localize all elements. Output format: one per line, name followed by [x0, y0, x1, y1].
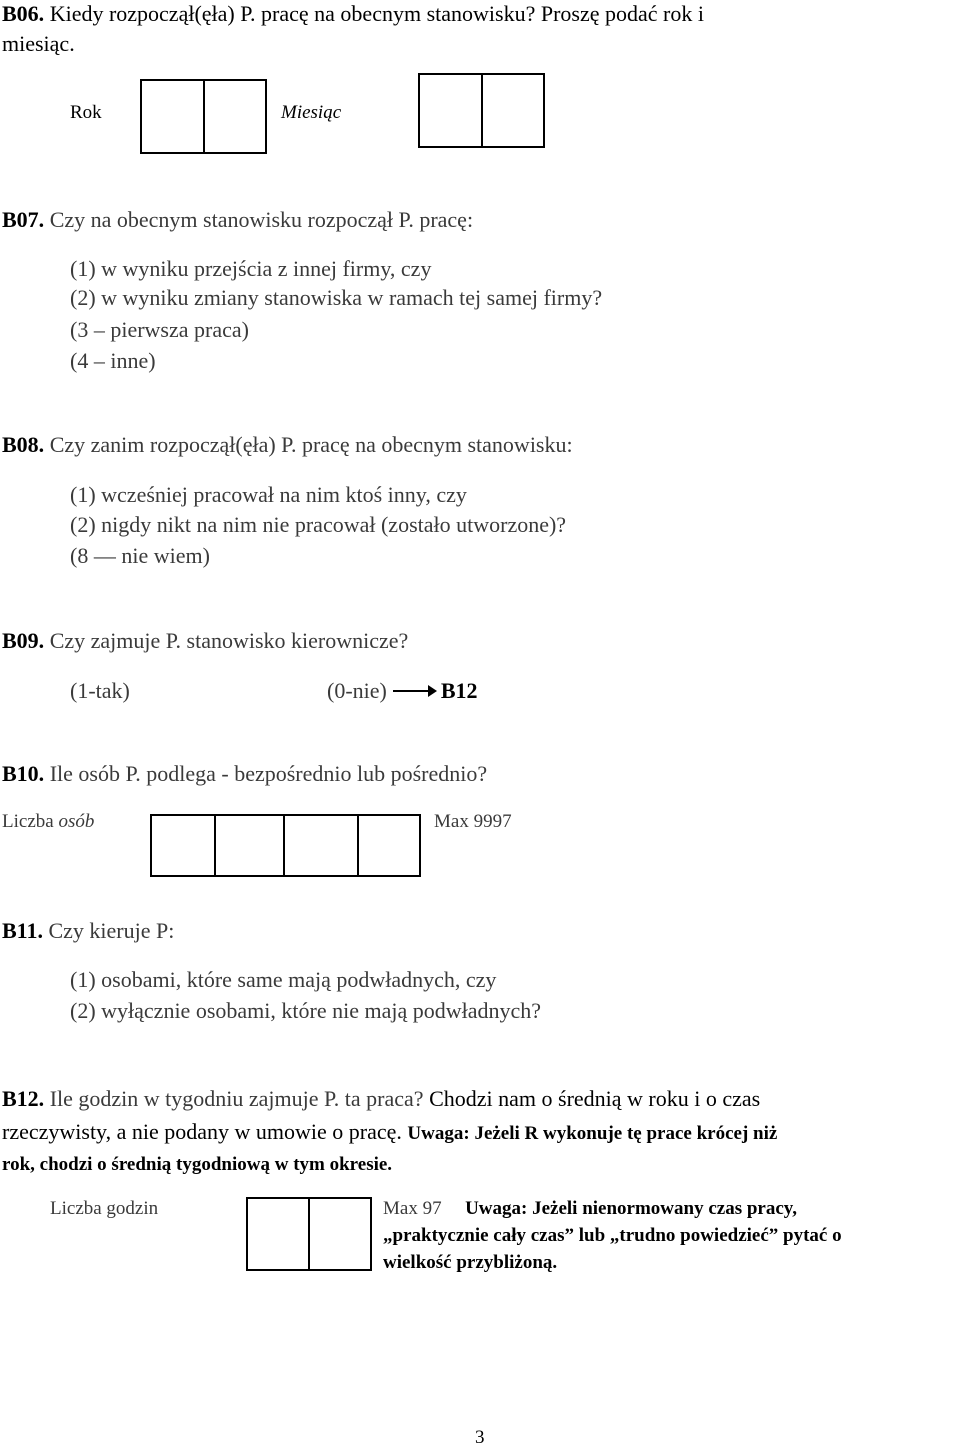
- b06-question-line1: [2, 0, 704, 28]
- b06-year-box[interactable]: [140, 79, 267, 154]
- b08-number: B08.: [2, 432, 45, 457]
- b06-year-digit[interactable]: [142, 81, 205, 152]
- b07-question: [2, 206, 473, 234]
- b07-option-4: (4 – inne): [70, 348, 156, 373]
- b06-month-box[interactable]: [418, 73, 545, 148]
- b07-text: Czy na obecnym stanowisku rozpoczął P. pracę:: [49, 207, 474, 232]
- b09-yes-option: (1-tak): [70, 678, 130, 703]
- b12-text1: Ile godzin w tygodniu zajmuje P. ta praca?: [49, 1086, 424, 1111]
- b12-note1: Uwaga: Jeżeli R wykonuje tę prace krócej niż: [407, 1123, 778, 1144]
- b08-text: Czy zanim rozpoczął(ęła) P. pracę na obecnym stanowisku:: [49, 432, 573, 457]
- page-number: 3: [475, 1427, 485, 1448]
- b06-number: B06.: [2, 1, 45, 26]
- b06-text2: miesiąc.: [2, 31, 75, 56]
- b12-question-line1: [2, 1085, 760, 1113]
- arrow-right-icon: [393, 690, 435, 692]
- b10-label: [2, 808, 94, 836]
- b11-number: B11.: [2, 918, 43, 943]
- b06-month-digit[interactable]: [420, 75, 483, 146]
- b12-uwaga3: wielkość przybliżoną.: [383, 1252, 558, 1273]
- b12-uwaga2: „praktycznie cały czas” lub „trudno powiedzieć” pytać o: [383, 1225, 842, 1246]
- b11-option-1: (1) osobami, które same mają podwładnych, czy: [70, 967, 497, 992]
- b07-option-2: (2) w wyniku zmiany stanowiska w ramach tej samej firmy?: [70, 285, 603, 310]
- b12-hours-digit[interactable]: [310, 1199, 370, 1269]
- b10-count-box[interactable]: [150, 814, 421, 877]
- b10-question: [2, 760, 487, 788]
- b08-option-1: (1) wcześniej pracował na nim ktoś inny, czy: [70, 482, 467, 507]
- b10-count-digit[interactable]: [285, 816, 359, 875]
- b12-text1b: Chodzi nam o średnią w roku i o czas: [429, 1086, 761, 1111]
- b10-label-liczba: Liczba: [2, 811, 54, 832]
- b10-count-digit[interactable]: [152, 816, 216, 875]
- b12-hours-digit[interactable]: [248, 1199, 310, 1269]
- b06-month-digit[interactable]: [483, 75, 544, 146]
- b11-text: Czy kieruje P:: [48, 918, 175, 943]
- b06-text1: Kiedy rozpoczął(ęła) P. pracę na obecnym stanowisku? Proszę podać rok i: [49, 1, 704, 26]
- b09-no-row: [327, 677, 478, 705]
- b09-number: B09.: [2, 628, 45, 653]
- b09-question: [2, 627, 408, 655]
- b10-label-osob: osób: [58, 811, 95, 832]
- b06-year-digit[interactable]: [205, 81, 266, 152]
- b09-goto: B12: [440, 678, 478, 703]
- b10-count-digit[interactable]: [359, 816, 419, 875]
- b12-label: Liczba godzin: [50, 1198, 159, 1219]
- b06-miesiac-label: Miesiąc: [281, 102, 342, 123]
- b12-number: B12.: [2, 1086, 45, 1111]
- b06-rok-label: Rok: [70, 102, 102, 123]
- b11-question: [2, 917, 174, 945]
- b12-hours-box[interactable]: [246, 1197, 372, 1271]
- b08-option-2: (2) nigdy nikt na nim nie pracował (zostało utworzone)?: [70, 512, 567, 537]
- b10-max: Max 9997: [434, 811, 512, 832]
- b10-number: B10.: [2, 761, 45, 786]
- b12-text2: rzeczywisty, a nie podany w umowie o pracę.: [2, 1119, 402, 1144]
- b08-option-3: (8 — nie wiem): [70, 543, 210, 568]
- b09-no-option: (0-nie): [327, 678, 387, 703]
- b12-uwaga1: Uwaga: Jeżeli nienormowany czas pracy,: [465, 1198, 797, 1219]
- b10-text: Ile osób P. podlega - bezpośrednio lub pośrednio?: [49, 761, 488, 786]
- b09-text: Czy zajmuje P. stanowisko kierownicze?: [49, 628, 409, 653]
- b11-option-2: (2) wyłącznie osobami, które nie mają podwładnych?: [70, 998, 542, 1023]
- b07-option-1: (1) w wyniku przejścia z innej firmy, czy: [70, 256, 432, 281]
- b12-question-line2: [2, 1118, 777, 1148]
- b12-note2: rok, chodzi o średnią tygodniową w tym okresie.: [2, 1154, 393, 1175]
- b07-option-3: (3 – pierwsza praca): [70, 317, 249, 342]
- b08-question: [2, 431, 573, 459]
- b07-number: B07.: [2, 207, 45, 232]
- b12-uwaga-line1: [383, 1195, 797, 1223]
- b12-max: Max 97: [383, 1198, 442, 1219]
- b10-count-digit[interactable]: [216, 816, 285, 875]
